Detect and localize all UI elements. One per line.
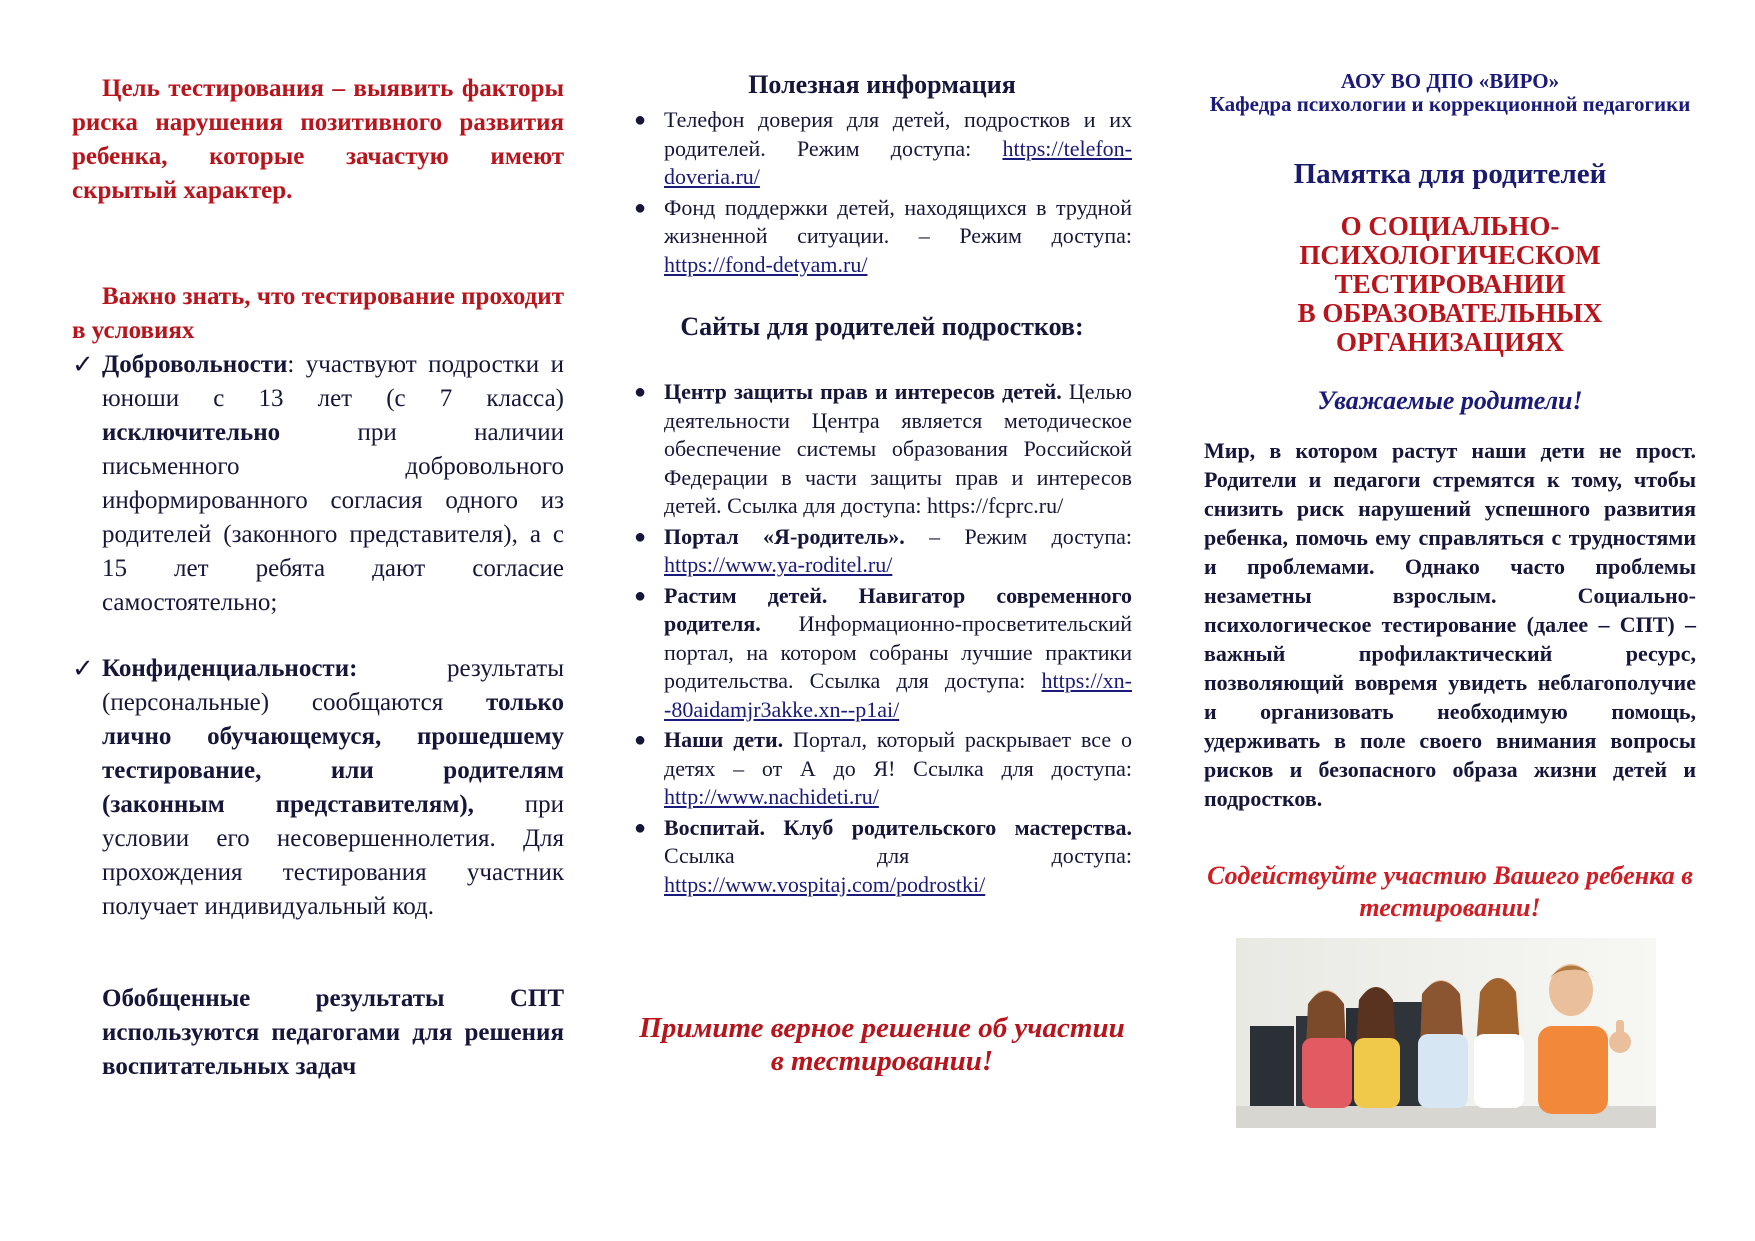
- topic-title: [1204, 212, 1696, 357]
- site-text: Целью деятельности Центра является методическое обеспечение системы образования Российской Федерации в части защиты прав и интересов детей. Ссылка для доступа: https://fcprc.ru/: [664, 379, 1132, 518]
- list-item: [632, 194, 1132, 280]
- voluntary-emph: исключительно: [102, 419, 281, 446]
- bullet-icon: ●: [634, 525, 647, 548]
- site-link[interactable]: https://www.vospitaj.com/podrostki/: [664, 871, 986, 897]
- greeting: Уважаемые родители!: [1317, 386, 1583, 415]
- voluntary-text-b: при наличии письменного добровольного информированного согласия одного из родителей (законного представителя), а с 15 лет ребята дают согласие самостоятельно;: [102, 419, 564, 616]
- useful-info-list: [632, 106, 1132, 281]
- useful-text: Телефон доверия для детей, подростков и их родителей. Режим доступа:: [664, 107, 1132, 161]
- condition-confidential: [72, 652, 564, 924]
- site-title: Наши дети.: [664, 727, 784, 752]
- site-link[interactable]: http://www.nachideti.ru/: [664, 784, 879, 809]
- confidential-text-a: результаты (персональные) сообщаются: [102, 655, 564, 716]
- site-text: – Режим доступа:: [904, 523, 1132, 549]
- bullet-icon: ●: [634, 381, 647, 403]
- list-item: [632, 726, 1132, 812]
- site-link[interactable]: https://xn--80aidamjr3akke.xn--p1ai/: [664, 668, 1132, 722]
- useful-link[interactable]: https://telefon-doveria.ru/: [664, 135, 1132, 189]
- bullet-icon: ●: [634, 109, 647, 131]
- list-item: [632, 814, 1132, 900]
- org-department: Кафедра психологии и коррекционной педагогики: [1209, 92, 1691, 116]
- list-item: [632, 582, 1132, 725]
- bullet-icon: ●: [634, 816, 647, 839]
- intro-paragraph: Мир, в котором растут наши дети не прост. Родители и педагоги стремятся к тому, чтобы снизить риск нарушений успешного развития ребенка, помочь ему справляться с трудностями и проблемами. Однако часто проблемы незаметны взрослым. Социально-психологическое тестирование (далее – СПТ) – важный профилактический ресурс, позволяющий вовремя увидеть неблагополучие и организовать необходимую помощь, удерживать в поле своего внимания вопросы рисков и безопасного образа жизни детей и подростков.: [1204, 438, 1696, 811]
- parent-sites-list: [632, 378, 1132, 901]
- confidential-term: Конфиденциальности:: [102, 655, 358, 682]
- topic-line: ТЕСТИРОВАНИИ: [1334, 269, 1566, 299]
- confidential-emph: только лично обучающемуся, прошедшему тестирование, или родителям (законным представителям),: [102, 689, 564, 818]
- site-title: Воспитай. Клуб родительского мастерства.: [664, 814, 1132, 840]
- parent-sites-title: Сайты для родителей подростков:: [680, 312, 1084, 341]
- summary-paragraph: Обобщенные результаты СПТ используются педагогами для решения воспитательных задач: [102, 985, 564, 1080]
- condition-voluntary: [72, 348, 564, 620]
- important-note: Важно знать, что тестирование проходит в условиях: [72, 283, 564, 344]
- closing-call: Примите верное решение об участии в тестировании!: [639, 1012, 1125, 1077]
- useful-text: Фонд поддержки детей, находящихся в трудной жизненной ситуации. – Режим доступа:: [664, 194, 1132, 248]
- list-item: [632, 523, 1132, 580]
- site-text: Портал, который раскрывает все о детях – от А до Я! Ссылка для доступа:: [664, 727, 1132, 781]
- useful-info-title: Полезная информация: [748, 70, 1016, 99]
- site-text: Ссылка для доступа:: [664, 843, 1132, 868]
- organization-header: [1204, 70, 1696, 116]
- checkmark-icon: ✓: [72, 350, 94, 379]
- voluntary-term: Добровольности: [102, 351, 288, 378]
- topic-line: ОРГАНИЗАЦИЯХ: [1336, 327, 1564, 357]
- site-title: Растим детей. Навигатор современного родителя.: [664, 582, 1132, 636]
- memo-title: Памятка для родителей: [1293, 158, 1607, 190]
- bullet-icon: ●: [634, 729, 647, 751]
- goal-paragraph: Цель тестирования – выявить факторы риска нарушения позитивного развития ребенка, которые зачастую имеют скрытый характер.: [72, 75, 564, 204]
- site-link[interactable]: https://www.ya-roditel.ru/: [664, 552, 893, 577]
- voluntary-text-a: : участвуют подростки и юноши с 13 лет (с 7 класса): [102, 351, 564, 412]
- topic-line: О СОЦИАЛЬНО-: [1340, 211, 1560, 241]
- list-item: [632, 378, 1132, 521]
- list-item: [632, 106, 1132, 192]
- checkmark-icon: ✓: [72, 654, 94, 683]
- confidential-text-b: при условии его несовершеннолетия. Для прохождения тестирования участник получает индивидуальный код.: [102, 791, 564, 920]
- site-title: Портал «Я-родитель».: [664, 523, 905, 549]
- site-text: Информационно-просветительский портал, на котором собраны лучшие практики родительства. Ссылка для доступа:: [664, 611, 1132, 693]
- call-to-action: Содействуйте участию Вашего ребенка в тестировании!: [1207, 861, 1693, 922]
- bullet-icon: ●: [634, 196, 647, 219]
- students-photo: [1236, 938, 1656, 1128]
- bullet-icon: ●: [634, 584, 647, 607]
- site-title: Центр защиты прав и интересов детей.: [664, 379, 1062, 404]
- topic-line: ПСИХОЛОГИЧЕСКОМ: [1299, 240, 1601, 270]
- org-name: АОУ ВО ДПО «ВИРО»: [1340, 69, 1560, 93]
- topic-line: В ОБРАЗОВАТЕЛЬНЫХ: [1297, 298, 1603, 328]
- useful-link[interactable]: https://fond-detyam.ru/: [664, 251, 868, 277]
